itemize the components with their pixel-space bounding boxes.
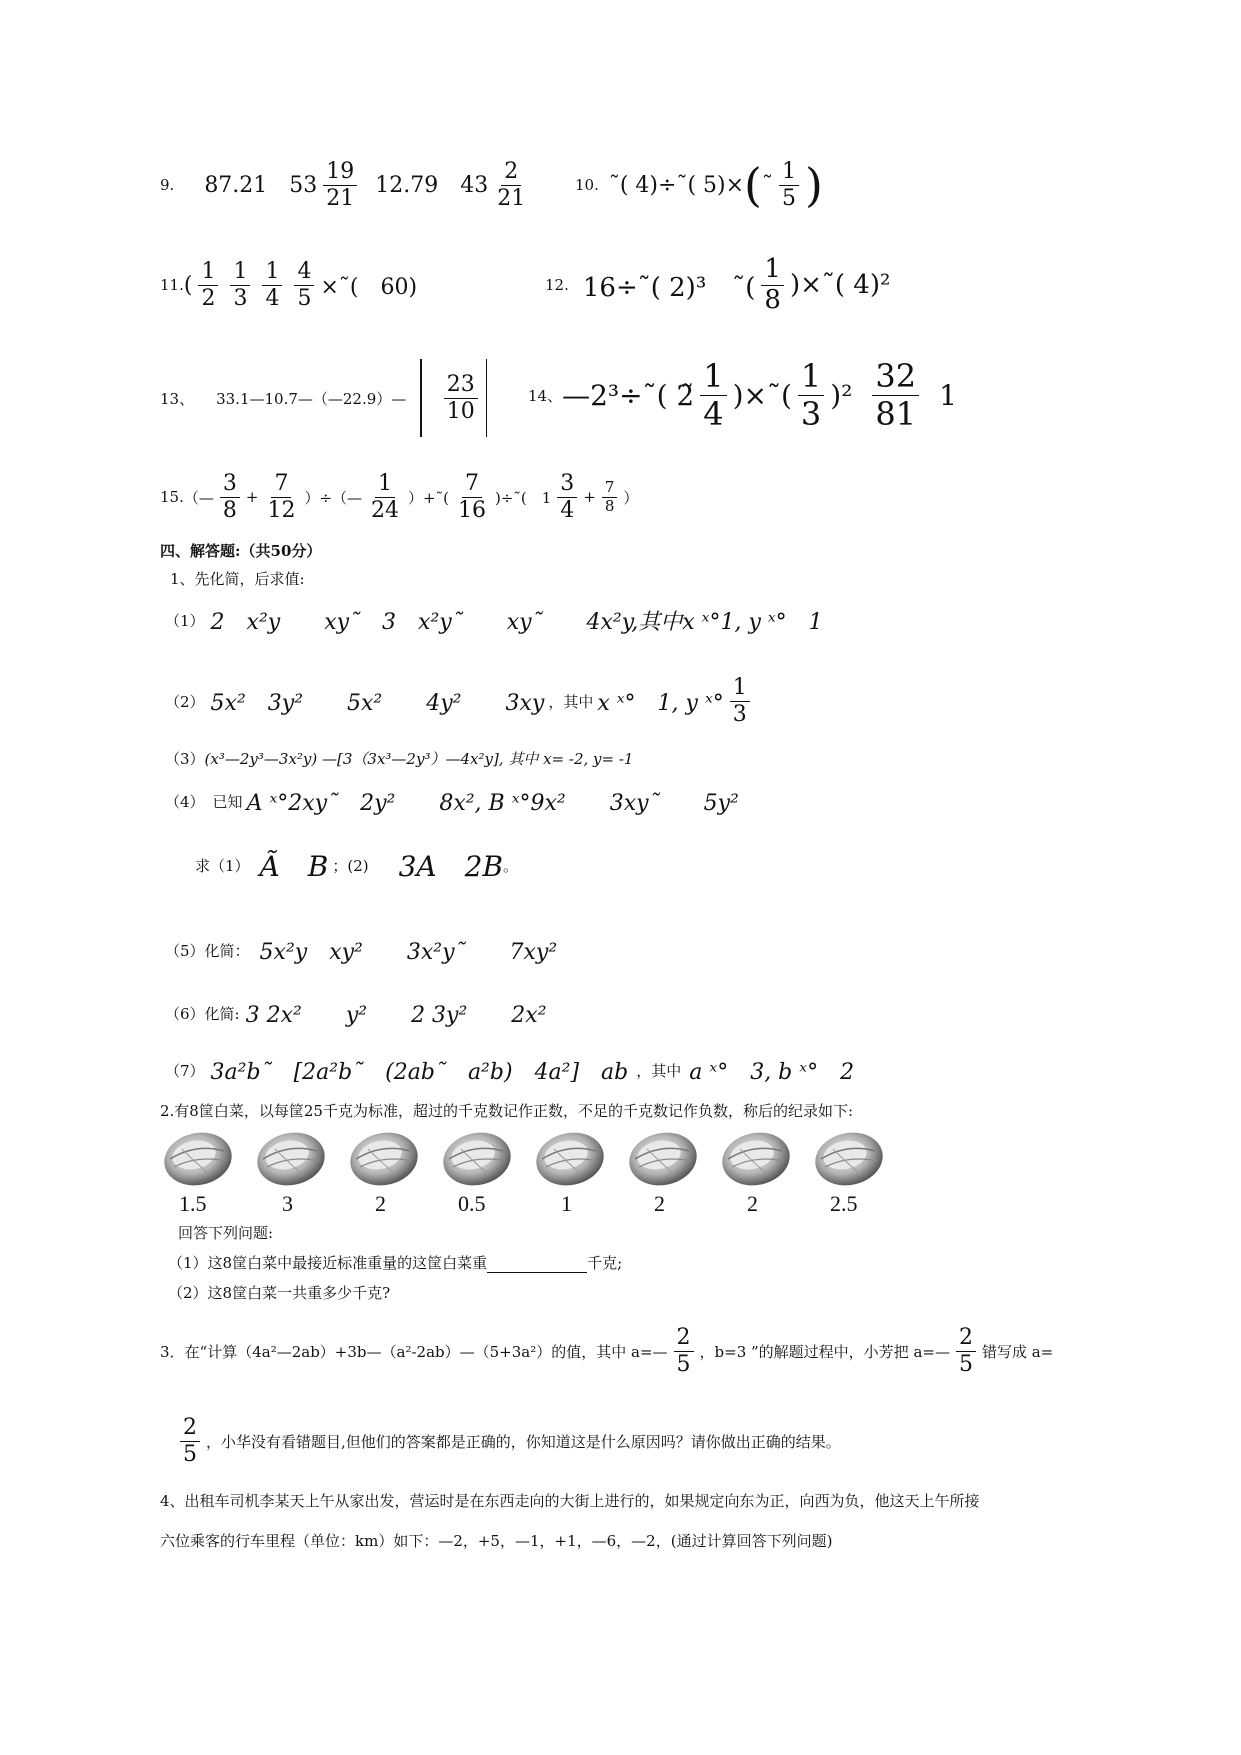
e7-cond: ，其中 <box>636 1062 682 1080</box>
cabbage-weight: 2.5 <box>830 1191 858 1216</box>
q14-pow: )² <box>830 378 853 412</box>
q3-frac3: $\frac{2}{5}$ <box>180 1415 200 1467</box>
q11-label: 11. <box>160 276 184 294</box>
q13-row <box>160 358 487 438</box>
cabbage-image <box>346 1125 420 1189</box>
q15-p4: )÷˜( 1 <box>494 488 552 507</box>
cabbage-image <box>532 1125 606 1189</box>
q14-label: 14、 <box>528 386 563 405</box>
q2-answer: 回答下列问题: <box>178 1224 274 1242</box>
q3-text3: 错写成 a= <box>981 1342 1054 1361</box>
cabbage-image <box>625 1125 699 1189</box>
e4-intro: 已知 <box>212 793 243 811</box>
cabbage-weight: 2 <box>375 1191 386 1216</box>
q9-a: 87.21 <box>204 172 268 198</box>
q12-expr2: )×˜( 4)² <box>789 270 891 300</box>
q2-a1-blank <box>487 1254 587 1273</box>
q11-tail: ×˜( 60) <box>320 274 418 300</box>
e7-row <box>165 1055 854 1086</box>
e1-row <box>165 605 823 636</box>
q11-row <box>160 250 417 320</box>
e4-ask1: Ã B <box>259 850 329 883</box>
cabbage-image <box>160 1125 234 1189</box>
q4-line1: 4、出租车司机李某天上午从家出发，营运时是在东西走向的大街上进行的，如果规定向东为正，向西为负，他这天上午所接 <box>160 1492 980 1510</box>
q4-line2: 六位乘客的行车里程（单位：km）如下：—2，+5，—1，+1，—6，—2，(通过计算回答下列问题) <box>160 1532 833 1550</box>
cabbage-image <box>253 1125 327 1189</box>
q3-text4: ，小华没有看错题目,但他们的答案都是正确的，你知道这是什么原因吗？请你做出正确的结果。 <box>206 1432 841 1451</box>
cabbage-image <box>718 1125 792 1189</box>
q15-frac5: $\frac{3}{4}$ <box>557 471 577 523</box>
q2-a1-pre: （1）这8筐白菜中最接近标准重量的这筐白菜重 <box>168 1254 488 1272</box>
q9-d-frac: $\frac{2}{21}$ <box>497 159 526 211</box>
q12-label: 12. <box>545 276 569 294</box>
q12-frac: $\frac{1}{8}$ <box>761 255 784 316</box>
e1-expr: 2 x²y xy˜ 3 x²y˜ xy˜ 4x²y,其中x ˣ°1, y ˣ° 1 <box>210 610 823 635</box>
q14-frac2: $\frac{1}{3}$ <box>798 358 824 433</box>
q3-frac1: $\frac{2}{5}$ <box>674 1325 694 1377</box>
q15-plus2: + <box>583 488 596 506</box>
e2-row <box>165 670 756 732</box>
q13-frac: $\frac{23}{10}$ <box>444 372 478 424</box>
e3-row <box>165 748 633 769</box>
cabbage-weight: 2 <box>654 1191 665 1216</box>
q14-row <box>528 350 957 440</box>
q10-row <box>575 150 823 220</box>
e2-expr: 5x² 3y² 5x² 4y² 3xy <box>210 690 545 716</box>
q14-mid: )×˜( <box>732 378 792 412</box>
q14-expr1: —2³÷˜( 2̃ <box>562 378 695 412</box>
q15-frac4: $\frac{7}{16}$ <box>457 471 486 523</box>
q15-p5: ） <box>623 488 639 507</box>
q14-frac1: $\frac{1}{4}$ <box>700 358 726 433</box>
cabbage-image <box>811 1125 885 1189</box>
e5-row <box>165 935 557 966</box>
q9-b-whole: 53 <box>289 172 318 198</box>
q11-frac3: $\frac{1}{4}$ <box>262 259 282 311</box>
e2-cond: ，其中 <box>548 692 594 711</box>
e2-label: （2） <box>165 692 205 711</box>
e4-ask: 求（1） <box>195 856 250 875</box>
cabbage-weight: 1.5 <box>179 1191 207 1216</box>
q15-p1: （— <box>183 488 214 507</box>
q2-intro: 2.有8筐白菜，以每筐25千克为标准，超过的千克数记作正数，不足的千克数记作负数，称后的纪录如下: <box>160 1102 854 1120</box>
e3-label: （3） <box>165 750 205 768</box>
e2-frac: $\frac{1}{3}$ <box>730 675 750 727</box>
q15-frac3: $\frac{1}{24}$ <box>371 471 400 523</box>
q9-b-frac: $\frac{19}{21}$ <box>323 159 357 211</box>
q15-frac2: $\frac{7}{12}$ <box>267 471 296 523</box>
e4-row <box>165 786 739 817</box>
q2-a2: （2）这8筐白菜一共重多少千克? <box>168 1284 391 1302</box>
e6-row <box>165 998 547 1029</box>
cabbage-weight: 1 <box>561 1191 572 1216</box>
q3-text1: 3．在“计算（4a²—2ab）+3b—（a²-2ab）—（5+3a²）的值，其中 a=— <box>160 1342 668 1361</box>
q11-paren-open: ( <box>183 272 193 298</box>
q15-p2: ）÷（— <box>304 488 363 507</box>
q3-row1 <box>160 1318 1053 1384</box>
q10-paren-close: ) <box>805 158 823 212</box>
q14-tail: 1 <box>939 378 957 412</box>
cabbage-weight: 0.5 <box>458 1191 486 1216</box>
q15-plus1: + <box>245 488 259 506</box>
q12-row <box>545 250 890 320</box>
q13-abs-bar-left <box>420 359 422 437</box>
q14-frac3: $\frac{32}{81}$ <box>872 358 919 433</box>
q9-c: 12.79 <box>375 172 439 198</box>
q15-label: 15. <box>160 488 184 506</box>
q10-frac: $\frac{1}{5}$ <box>779 159 799 211</box>
q13-abs-bar-right <box>486 359 488 437</box>
e4-ask-sep: ；(2) <box>332 856 369 875</box>
e4-ask2: 3A 2B <box>398 850 504 883</box>
e5-label: （5）化简： <box>165 942 250 960</box>
q11-frac1: $\frac{1}{2}$ <box>198 259 218 311</box>
e2-cond-expr: x ˣ° 1, y ˣ° <box>597 690 724 716</box>
section4-title: 四、解答题:（共50分） <box>160 542 322 560</box>
q13-label: 13、 <box>160 389 195 408</box>
e1-label: （1） <box>165 612 205 630</box>
e4-end: 。 <box>503 856 519 875</box>
cabbage-weight: 2 <box>747 1191 758 1216</box>
e7-expr: 3a²b˜ [2a²b˜ (2ab˜ a²b) 4a²] ab <box>210 1060 629 1085</box>
q12-expr1: 16÷˜( 2)³ ˜( <box>582 272 756 303</box>
e6-label: （6）化简: <box>165 1005 240 1023</box>
e5-expr: 5x²y xy² 3x²y˜ 7xy² <box>259 940 558 965</box>
q15-frac6: $\frac{7}{8}$ <box>602 479 618 515</box>
q10-minus: ˜ <box>762 172 773 198</box>
q2-a1 <box>168 1252 622 1273</box>
q3-row2 <box>180 1408 841 1474</box>
cabbage-weight: 3 <box>282 1191 293 1216</box>
q10-paren-open: ( <box>744 158 762 212</box>
q9-label: 9. <box>160 176 175 194</box>
cabbage-image <box>439 1125 513 1189</box>
e3-expr: (x³—2y³—3x²y) —[3（3x³—2y³）—4x²y], 其中 x= -2, y= -1 <box>204 750 634 768</box>
q10-expr: ˜( 4)÷˜( 5)× <box>608 172 745 198</box>
e4-ask-row <box>195 845 518 885</box>
q3-frac2: $\frac{2}{5}$ <box>956 1325 976 1377</box>
q9-row <box>160 150 534 220</box>
q11-frac2: $\frac{1}{3}$ <box>230 259 250 311</box>
q3-text2: ，b=3 ”的解题过程中，小芳把 a=— <box>699 1342 950 1361</box>
q11-frac4: $\frac{4}{5}$ <box>294 259 314 311</box>
q15-p3: ）+˜( <box>408 488 449 507</box>
q15-row <box>160 462 638 532</box>
e7-cond-expr: a ˣ° 3, b ˣ° 2 <box>689 1060 855 1085</box>
q10-label: 10. <box>575 176 599 194</box>
q9-d-whole: 43 <box>460 172 489 198</box>
q15-frac1: $\frac{3}{8}$ <box>220 471 240 523</box>
e4-expr: A ˣ°2xy˜ 2y² 8x², B ˣ°9x² 3xy˜ 5y² <box>246 791 739 816</box>
q2-a1-post: 千克; <box>587 1254 623 1272</box>
e4-label: （4） <box>165 793 205 811</box>
e6-expr: 3 2x² y² 2 3y² 2x² <box>245 1003 547 1028</box>
section4-sub1: 1、先化简，后求值: <box>170 570 305 588</box>
e7-label: （7） <box>165 1062 205 1080</box>
q13-expr: 33.1—10.7—（—22.9）— <box>216 389 407 408</box>
